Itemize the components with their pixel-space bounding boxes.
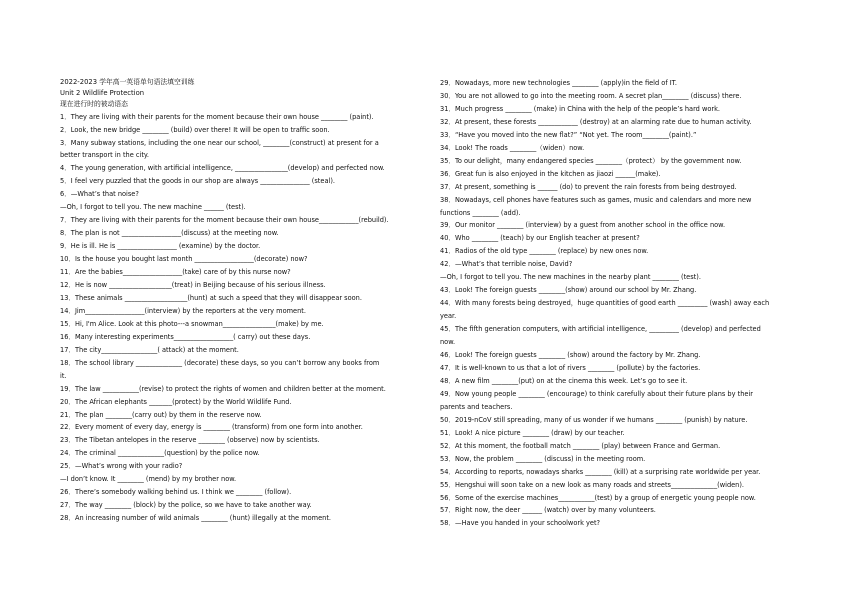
right-question-list xyxy=(440,77,774,530)
question-line: 35．To our delight，many endangered species ________（protect） by the government now. xyxy=(440,156,742,165)
question-line: —I don’t know. It ________ (mend) by my brother now. xyxy=(60,475,237,484)
question-line: 39．Our monitor ________ (interview) by a guest from another school in the office now. xyxy=(440,221,726,230)
question-line: 12．He is now ___________________(treat) in Beijing because of his serious illness. xyxy=(60,281,326,289)
question-line: 22．Every moment of every day, energy is ________ (transform) from one form into another. xyxy=(60,423,363,432)
question-line: 45．The fifth generation computers, with artificial intelligence, _________ (develop) and perfected xyxy=(440,325,761,334)
question-line: 28．An increasing number of wild animals ________ (hunt) illegally at the moment. xyxy=(60,514,332,523)
question-line: 52．At this moment, the football match ________ (play) between France and German. xyxy=(440,441,721,450)
grammar-topic: 现在进行时的被动语态 xyxy=(60,100,128,109)
question-line: 25．—What’s wrong with your radio? xyxy=(60,462,183,471)
worksheet-title: 2022-2023 学年高一英语单句语法填空训练 xyxy=(60,78,195,86)
question-line: 19．The law ___________(revise) to protect the rights of women and children better at the moment. xyxy=(60,384,386,393)
question-line: 26．There’s somebody walking behind us. I think we ________ (follow). xyxy=(60,488,292,497)
question-line: 31．Much progress ________ (make) in China with the help of the people’s hard work. xyxy=(440,104,721,113)
question-line: —Oh, I forgot to tell you. The new machine ______ (test). xyxy=(60,203,246,212)
question-line: 56．Some of the exercise machines___________(test) by a group of energetic young people now. xyxy=(440,493,756,502)
question-line: 38．Nowadays, cell phones have features such as games, music and calendars and more new xyxy=(440,195,752,204)
question-line: 17．The city_________________( attack) at the moment. xyxy=(60,345,239,354)
question-line: 42．—What’s that terrible noise, David? xyxy=(440,260,573,269)
question-line: parents and teachers. xyxy=(440,402,513,411)
question-line: 8．The plan is not __________________(discuss) at the meeting now. xyxy=(60,229,279,238)
question-line: 44．With many forests being destroyed，huge quantities of good earth _________ (wash) away each xyxy=(440,299,770,308)
question-line: 2．Look, the new bridge ________ (build) over there! It will be open to traffic soon. xyxy=(60,125,330,134)
question-line: 13．These animals ___________________(hunt) at such a speed that they will disappear soon. xyxy=(60,293,362,302)
question-line: 58．—Have you handed in your schoolwork yet? xyxy=(440,519,601,528)
question-line: 9．He is ill. He is __________________ (examine) by the doctor. xyxy=(60,242,261,251)
question-line: 57．Right now, the deer ______ (watch) over by many volunteers. xyxy=(440,506,656,515)
question-line: 20．The African elephants _______(protect) by the World Wildlife Fund. xyxy=(60,397,292,406)
question-line: 51．Look! A nice picture ________ (draw) by our teacher. xyxy=(440,428,625,437)
question-line: functions ________ (add). xyxy=(440,208,521,217)
question-line: 41．Radios of the old type ________ (replace) by new ones now. xyxy=(440,247,649,256)
question-line: 6．—What’s that noise? xyxy=(60,190,139,199)
question-line: 37．At present, something is ______ (do) to prevent the rain forests from being destroyed. xyxy=(440,182,737,191)
question-line: 34．Look! The roads ________（widen）now. xyxy=(440,143,585,152)
question-line: 10．Is the house you bought last month __________________(decorate) now? xyxy=(60,255,308,264)
question-line: 7．They are living with their parents for the moment because their own house____________(rebuild). xyxy=(60,216,389,225)
right-column xyxy=(440,77,774,530)
question-line: 54．According to reports, nowadays sharks ________ (kill) at a surprising rate worldwide per year. xyxy=(440,467,761,476)
question-line: —Oh, I forgot to tell you. The new machines in the nearby plant ________ (test). xyxy=(440,273,701,282)
question-line: 14．Jim__________________(interview) by the reporters at the very moment. xyxy=(60,306,306,315)
question-line: 55．Hengshui will soon take on a new look as many roads and streets______________(widen). xyxy=(440,480,745,489)
question-line: 23．The Tibetan antelopes in the reserve ________ (observe) now by scientists. xyxy=(60,436,320,445)
left-question-list xyxy=(60,111,422,526)
question-line: 4．The young generation, with artificial intelligence, ________________(develop) and perfected now. xyxy=(60,164,385,173)
question-line: 11．Are the babies__________________(take) care of by this nurse now? xyxy=(60,268,291,277)
question-line: 16．Many interesting experiments__________________( carry) out these days. xyxy=(60,332,311,341)
question-line: 3．Many subway stations, including the one near our school, ________(construct) at present for a xyxy=(60,138,379,147)
question-line: 29．Nowadays, more new technologies ________ (apply)in the field of IT. xyxy=(440,79,678,87)
question-line: 21．The plan ________(carry out) by them in the reserve now. xyxy=(60,410,262,419)
question-line: 32．At present, these forests ____________ (destroy) at an alarming rate due to human activity. xyxy=(440,117,752,126)
question-line: 53．Now, the problem ________ (discuss) in the meeting room. xyxy=(440,454,646,463)
unit-title: Unit 2 Wildlife Protection xyxy=(60,89,145,98)
question-line: 36．Great fun is also enjoyed in the kitchen as jiaozi ______(make). xyxy=(440,169,661,178)
question-line: 48．A new film ________(put) on at the cinema this week. Let’s go to see it. xyxy=(440,376,688,385)
question-line: 46．Look! The foreign guests ________ (show) around the factory by Mr. Zhang. xyxy=(440,351,701,360)
question-line: now. xyxy=(440,338,456,347)
question-line: 33．“Have you moved into the new flat?” “Not yet. The room________(paint).” xyxy=(440,130,697,139)
question-line: year. xyxy=(440,312,457,321)
question-line: 30．You are not allowed to go into the meeting room. A secret plan________ (discuss) there. xyxy=(440,91,742,100)
question-line: 1．They are living with their parents for the moment because their own house ________ (paint). xyxy=(60,112,374,121)
question-line: 43．Look! The foreign guests ________(show) around our school by Mr. Zhang. xyxy=(440,286,697,295)
question-line: 18．The school library ______________ (decorate) these days, so you can’t borrow any books from xyxy=(60,358,380,367)
question-line: 27．The way ________ (block) by the police, so we have to take another way. xyxy=(60,501,312,510)
question-line: better transport in the city. xyxy=(60,151,149,160)
question-line: it. xyxy=(60,371,67,380)
question-line: 50．2019-nCoV still spreading, many of us wonder if we humans ________ (punish) by nature. xyxy=(440,415,748,424)
question-line: 15．Hi, I'm Alice. Look at this photo---a snowman________________(make) by me. xyxy=(60,319,324,328)
question-line: 47．It is well-known to us that a lot of rivers ________ (pollute) by the factories. xyxy=(440,363,701,372)
question-line: 24．The criminal ______________(question) by the police now. xyxy=(60,449,260,458)
question-line: 40．Who ________ (teach) by our English teacher at present? xyxy=(440,234,640,243)
question-line: 49．Now young people ________ (encourage) to think carefully about their future plans by their xyxy=(440,389,753,398)
question-line: 5．I feel very puzzled that the goods in our shop are always _______________ (steal). xyxy=(60,177,335,186)
left-column xyxy=(60,77,422,525)
